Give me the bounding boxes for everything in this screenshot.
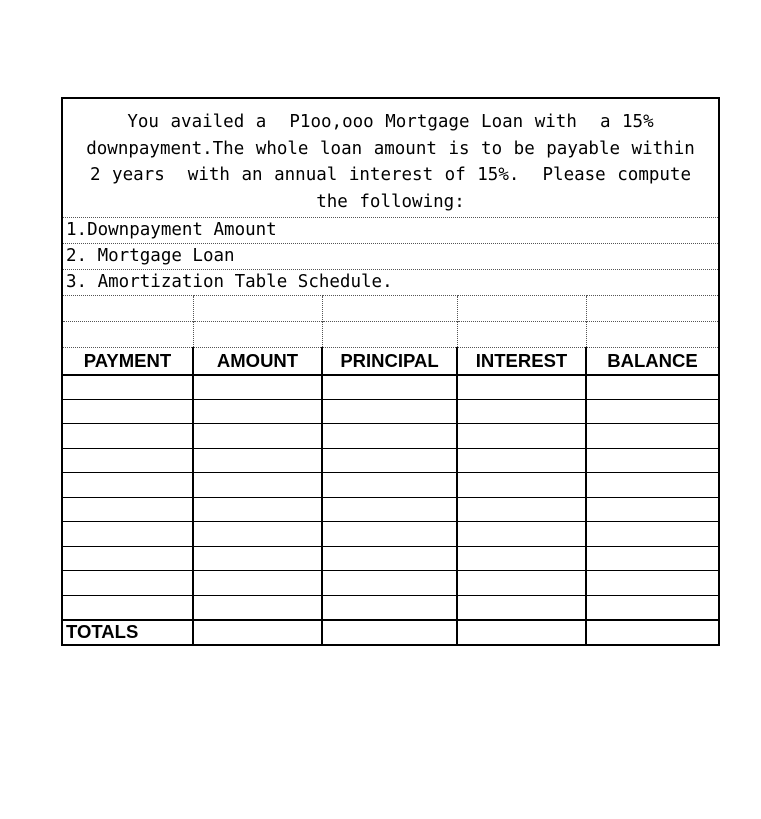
- principal-cell[interactable]: [322, 399, 457, 424]
- interest-cell[interactable]: [457, 546, 586, 571]
- item-downpayment: 1.Downpayment Amount: [63, 217, 718, 243]
- balance-cell[interactable]: [586, 522, 718, 547]
- payment-cell[interactable]: [63, 424, 193, 449]
- blank-cell[interactable]: [322, 296, 457, 322]
- amount-cell[interactable]: [193, 375, 322, 400]
- balance-cell[interactable]: [586, 595, 718, 620]
- balance-cell[interactable]: [586, 399, 718, 424]
- header-amount: AMOUNT: [193, 348, 322, 375]
- balance-cell[interactable]: [586, 424, 718, 449]
- principal-cell[interactable]: [322, 546, 457, 571]
- table-row: [63, 473, 718, 498]
- blank-row: [63, 296, 718, 322]
- interest-cell[interactable]: [457, 399, 586, 424]
- table-row: [63, 546, 718, 571]
- problem-line: downpayment.The whole loan amount is to be payable within: [86, 138, 695, 159]
- payment-cell[interactable]: [63, 497, 193, 522]
- blank-cell[interactable]: [586, 322, 718, 348]
- header-balance: BALANCE: [586, 348, 718, 375]
- amortization-table: [63, 295, 718, 644]
- table-header-row: [63, 348, 718, 375]
- totals-label: TOTALS: [63, 620, 193, 644]
- interest-cell[interactable]: [457, 571, 586, 596]
- blank-row: [63, 322, 718, 348]
- table-row: [63, 399, 718, 424]
- header-interest: INTEREST: [457, 348, 586, 375]
- interest-cell[interactable]: [457, 595, 586, 620]
- amount-cell[interactable]: [193, 546, 322, 571]
- amount-cell[interactable]: [193, 522, 322, 547]
- interest-cell[interactable]: [457, 497, 586, 522]
- balance-cell[interactable]: [586, 448, 718, 473]
- principal-cell[interactable]: [322, 571, 457, 596]
- balance-cell[interactable]: [586, 473, 718, 498]
- amount-cell[interactable]: [193, 473, 322, 498]
- amount-cell[interactable]: [193, 448, 322, 473]
- principal-cell[interactable]: [322, 522, 457, 547]
- amount-cell[interactable]: [193, 399, 322, 424]
- totals-interest-cell[interactable]: [457, 620, 586, 644]
- blank-cell[interactable]: [193, 322, 322, 348]
- balance-cell[interactable]: [586, 375, 718, 400]
- payment-cell[interactable]: [63, 522, 193, 547]
- blank-cell[interactable]: [63, 296, 193, 322]
- interest-cell[interactable]: [457, 473, 586, 498]
- table-row: [63, 571, 718, 596]
- table-row: [63, 595, 718, 620]
- balance-cell[interactable]: [586, 497, 718, 522]
- table-row: [63, 497, 718, 522]
- payment-cell[interactable]: [63, 546, 193, 571]
- payment-cell[interactable]: [63, 473, 193, 498]
- interest-cell[interactable]: [457, 522, 586, 547]
- header-principal: PRINCIPAL: [322, 348, 457, 375]
- amount-cell[interactable]: [193, 571, 322, 596]
- payment-cell[interactable]: [63, 571, 193, 596]
- principal-cell[interactable]: [322, 448, 457, 473]
- problem-statement: [63, 99, 718, 217]
- balance-cell[interactable]: [586, 571, 718, 596]
- principal-cell[interactable]: [322, 473, 457, 498]
- table-row: [63, 375, 718, 400]
- amount-cell[interactable]: [193, 595, 322, 620]
- totals-row: [63, 620, 718, 644]
- header-payment: PAYMENT: [63, 348, 193, 375]
- blank-cell[interactable]: [457, 296, 586, 322]
- problem-line: You availed a P1oo,ooo Mortgage Loan with a 15%: [127, 112, 654, 132]
- interest-cell[interactable]: [457, 375, 586, 400]
- item-amortization-schedule: 3. Amortization Table Schedule.: [63, 269, 718, 295]
- amount-cell[interactable]: [193, 424, 322, 449]
- table-row: [63, 448, 718, 473]
- payment-cell[interactable]: [63, 399, 193, 424]
- principal-cell[interactable]: [322, 497, 457, 522]
- item-mortgage-loan: 2. Mortgage Loan: [63, 243, 718, 269]
- table-row: [63, 424, 718, 449]
- principal-cell[interactable]: [322, 424, 457, 449]
- balance-cell[interactable]: [586, 546, 718, 571]
- problem-line: 2 years with an annual interest of 15%. Please compute: [89, 165, 691, 185]
- worksheet: [61, 97, 720, 646]
- table-body: [63, 375, 718, 620]
- table-row: [63, 522, 718, 547]
- totals-principal-cell[interactable]: [322, 620, 457, 644]
- blank-cell[interactable]: [586, 296, 718, 322]
- problem-line: the following:: [316, 191, 465, 212]
- interest-cell[interactable]: [457, 448, 586, 473]
- principal-cell[interactable]: [322, 595, 457, 620]
- amount-cell[interactable]: [193, 497, 322, 522]
- blank-cell[interactable]: [193, 296, 322, 322]
- totals-balance-cell[interactable]: [586, 620, 718, 644]
- blank-cell[interactable]: [322, 322, 457, 348]
- blank-cell[interactable]: [63, 322, 193, 348]
- payment-cell[interactable]: [63, 595, 193, 620]
- principal-cell[interactable]: [322, 375, 457, 400]
- totals-amount-cell[interactable]: [193, 620, 322, 644]
- interest-cell[interactable]: [457, 424, 586, 449]
- payment-cell[interactable]: [63, 375, 193, 400]
- blank-cell[interactable]: [457, 322, 586, 348]
- payment-cell[interactable]: [63, 448, 193, 473]
